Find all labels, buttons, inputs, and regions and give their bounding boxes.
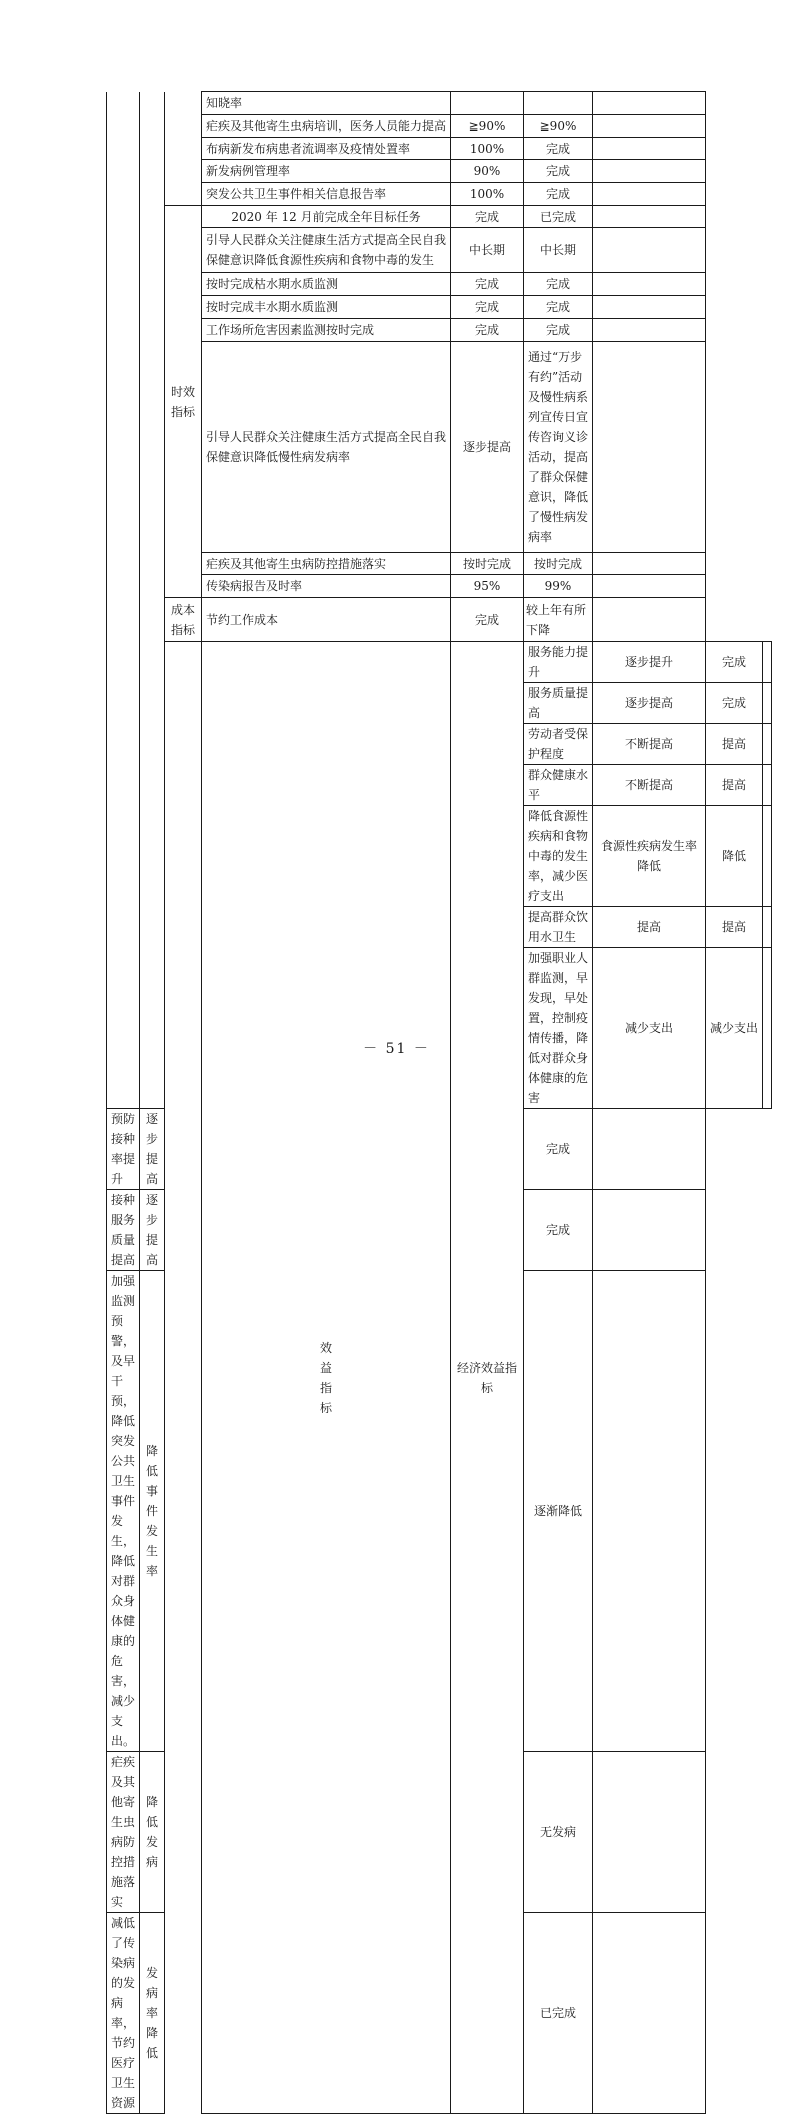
target-cell: 减少支出 xyxy=(593,948,706,1109)
economic-benefit-category: 经济效益指标 xyxy=(451,642,524,2114)
indicator-cell: 降低食源性疾病和食物中毒的发生率，减少医疗支出 xyxy=(524,806,593,907)
remark-cell xyxy=(763,907,772,948)
target-cell: 降低发病 xyxy=(140,1752,165,1913)
target-cell: 完成 xyxy=(451,273,524,296)
indicator-cell: 引导人民群众关注健康生活方式提高全民自我保健意识降低食源性疾病和食物中毒的发生 xyxy=(202,228,451,273)
actual-cell: 完成 xyxy=(524,183,593,206)
indicator-cell: 加强职业人群监测，早发现，早处置，控制疫情传播，降低对群众身体健康的危害 xyxy=(524,948,593,1109)
remark-cell xyxy=(593,296,706,319)
actual-cell: 按时完成 xyxy=(524,553,593,575)
level1-cell-continued xyxy=(107,92,140,1109)
indicator-cell: 服务质量提高 xyxy=(524,683,593,724)
actual-cell: 中长期 xyxy=(524,228,593,273)
target-cell: 不断提高 xyxy=(593,724,706,765)
target-cell: 提高 xyxy=(593,907,706,948)
actual-cell: 完成 xyxy=(524,1109,593,1190)
indicator-cell: 布病新发布病患者流调率及疫情处置率 xyxy=(202,138,451,160)
remark-cell xyxy=(593,1752,706,1913)
remark-cell xyxy=(593,1190,706,1271)
actual-cell: 较上年有所下降 xyxy=(524,598,593,642)
indicator-cell: 疟疾及其他寄生虫病培训，医务人员能力提高 xyxy=(202,115,451,138)
indicator-cell: 减低了传染病的发病率，节约医疗卫生资源 xyxy=(107,1913,140,2114)
actual-cell: 已完成 xyxy=(524,206,593,228)
indicator-cell: 按时完成丰水期水质监测 xyxy=(202,296,451,319)
indicator-cell: 知晓率 xyxy=(202,92,451,115)
remark-cell xyxy=(593,319,706,342)
target-cell: 逐步提升 xyxy=(593,642,706,683)
benefit-category xyxy=(202,642,451,2114)
target-cell: 按时完成 xyxy=(451,553,524,575)
indicator-cell: 疟疾及其他寄生虫病防控措施落实 xyxy=(202,553,451,575)
level1-cell-continued xyxy=(165,683,202,2114)
actual-cell: 99% xyxy=(524,575,593,598)
indicator-cell: 接种服务质量提高 xyxy=(107,1190,140,1271)
actual-cell: 减少支出 xyxy=(706,948,763,1109)
remark-cell xyxy=(763,765,772,806)
actual-cell: 完成 xyxy=(706,683,763,724)
target-cell: 完成 xyxy=(451,319,524,342)
indicator-cell: 引导人民群众关注健康生活方式提高全民自我保健意识降低慢性病发病率 xyxy=(202,342,451,553)
actual-cell: 完成 xyxy=(524,160,593,183)
remark-cell xyxy=(593,206,706,228)
performance-indicator-table xyxy=(106,91,772,2114)
indicator-cell: 传染病报告及时率 xyxy=(202,575,451,598)
target-cell: 95% xyxy=(451,575,524,598)
target-cell xyxy=(451,92,524,115)
remark-cell xyxy=(593,92,706,115)
indicator-cell: 加强监测预警，及早干预，降低突发公共卫生事件发生，降低对群众身体健康的危害，减少支出。 xyxy=(107,1271,140,1752)
target-cell: 100% xyxy=(451,183,524,206)
remark-cell xyxy=(593,1109,706,1190)
actual-cell: ≧90% xyxy=(524,115,593,138)
remark-cell xyxy=(763,642,772,683)
remark-cell xyxy=(593,1913,706,2114)
actual-cell xyxy=(524,92,593,115)
indicator-cell: 劳动者受保护程度 xyxy=(524,724,593,765)
indicator-cell: 工作场所危害因素监测按时完成 xyxy=(202,319,451,342)
cost-category: 成本指标 xyxy=(165,598,202,642)
actual-cell: 完成 xyxy=(706,642,763,683)
actual-cell: 完成 xyxy=(524,138,593,160)
indicator-cell: 突发公共卫生事件相关信息报告率 xyxy=(202,183,451,206)
actual-cell: 提高 xyxy=(706,724,763,765)
target-cell: 发病率降低 xyxy=(140,1913,165,2114)
remark-cell xyxy=(593,553,706,575)
actual-cell: 提高 xyxy=(706,765,763,806)
level2-cell-continued xyxy=(140,92,165,1109)
indicator-cell: 按时完成枯水期水质监测 xyxy=(202,273,451,296)
target-cell: 逐步提高 xyxy=(140,1109,165,1190)
remark-cell xyxy=(593,115,706,138)
actual-cell: 已完成 xyxy=(524,1913,593,2114)
target-cell: 中长期 xyxy=(451,228,524,273)
remark-cell xyxy=(763,683,772,724)
actual-cell: 提高 xyxy=(706,907,763,948)
remark-cell xyxy=(593,273,706,296)
actual-cell: 通过“万步有约”活动及慢性病系列宣传日宣传咨询义诊活动，提高了群众保健意识，降低了慢性病发病率 xyxy=(524,342,593,553)
level3-cell-continued xyxy=(165,92,202,206)
remark-cell xyxy=(593,160,706,183)
actual-cell: 逐渐降低 xyxy=(524,1271,593,1752)
remark-cell xyxy=(763,806,772,907)
target-cell: 逐步提高 xyxy=(451,342,524,553)
actual-cell: 无发病 xyxy=(524,1752,593,1913)
target-cell: 完成 xyxy=(451,296,524,319)
timeliness-category: 时效指标 xyxy=(165,206,202,598)
indicator-cell: 疟疾及其他寄生虫病防控措施落实 xyxy=(107,1752,140,1913)
remark-cell xyxy=(593,138,706,160)
indicator-cell: 2020 年 12 月前完成全年目标任务 xyxy=(202,206,451,228)
level1-cell-continued xyxy=(165,642,202,683)
actual-cell: 降低 xyxy=(706,806,763,907)
indicator-cell: 节约工作成本 xyxy=(202,598,451,642)
page-number: － 51 － xyxy=(363,1041,430,1057)
remark-cell xyxy=(593,1271,706,1752)
remark-cell xyxy=(593,575,706,598)
remark-cell xyxy=(593,228,706,273)
target-cell: 100% xyxy=(451,138,524,160)
target-cell: 逐步提高 xyxy=(140,1190,165,1271)
remark-cell xyxy=(593,598,706,642)
target-cell: 逐步提高 xyxy=(593,683,706,724)
target-cell: 90% xyxy=(451,160,524,183)
remark-cell xyxy=(593,183,706,206)
target-cell: ≧90% xyxy=(451,115,524,138)
remark-cell xyxy=(763,948,772,1109)
target-cell: 降低事件发生率 xyxy=(140,1271,165,1752)
target-cell: 完成 xyxy=(451,206,524,228)
actual-cell: 完成 xyxy=(524,319,593,342)
actual-cell: 完成 xyxy=(524,1190,593,1271)
indicator-cell: 服务能力提升 xyxy=(524,642,593,683)
remark-cell xyxy=(593,342,706,553)
actual-cell: 完成 xyxy=(524,273,593,296)
indicator-cell: 群众健康水平 xyxy=(524,765,593,806)
remark-cell xyxy=(763,724,772,765)
indicator-cell: 新发病例管理率 xyxy=(202,160,451,183)
target-cell: 食源性疾病发生率降低 xyxy=(593,806,706,907)
actual-cell: 完成 xyxy=(524,296,593,319)
indicator-cell: 预防接种率提升 xyxy=(107,1109,140,1190)
target-cell: 不断提高 xyxy=(593,765,706,806)
benefit-category-label: 效益指标 xyxy=(319,1340,332,1415)
indicator-cell: 提高群众饮用水卫生 xyxy=(524,907,593,948)
target-cell: 完成 xyxy=(451,598,524,642)
